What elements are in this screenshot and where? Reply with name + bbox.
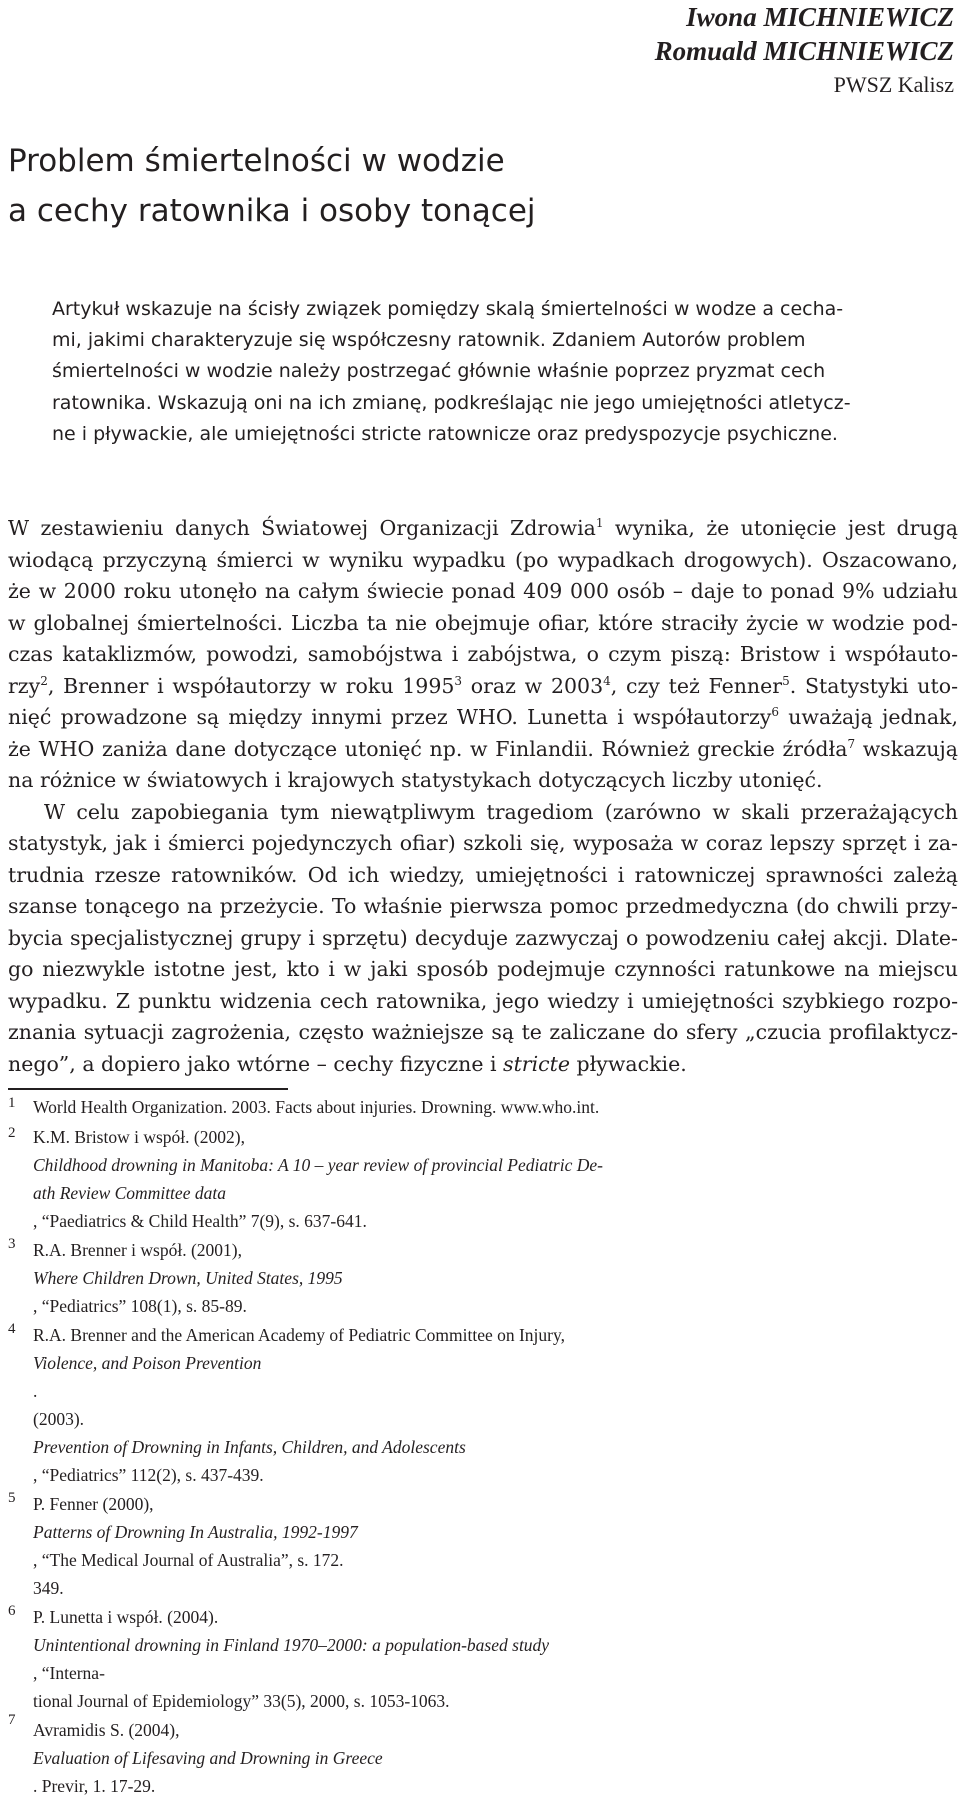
title-line: a cechy ratownika i osoby tonącej (8, 193, 536, 229)
body-line: czas kataklizmów, powodzi, samobójstwa i zabójstwa, o czym piszą: Bristow i współauto- (8, 642, 958, 666)
footnote-divider (8, 1088, 288, 1090)
body-line: go niezwykle istotne jest, kto i w jaki sposób podejmuje czynności ratunkowe na miejscu (8, 957, 958, 981)
footnote-number: 5 (8, 1490, 16, 1506)
body-line: statystyk, jak i śmierci pojedynczych ofiar) szkoli się, wyposaża w coraz lepszy sprzęt i za- (8, 831, 958, 855)
article-title (8, 136, 908, 236)
body-line: trudnia rzesze ratowników. Od ich wiedzy, umiejętności i ratowniczej sprawności zależą (8, 862, 958, 887)
author-block (655, 0, 954, 100)
footnotes (0, 1093, 960, 1796)
footnote-number: 6 (8, 1603, 16, 1619)
abstract-line: śmiertelności w wodzie należy postrzegać głównie właśnie poprzez pryzmat cech (52, 360, 826, 383)
body-text (8, 513, 958, 1080)
body-line: znania sytuacji zagrożenia, często ważniejsze są te zaliczane do sfery „czucia profilaktycz- (8, 1020, 958, 1044)
footnote-ref: 6 (771, 705, 780, 720)
body-line: że WHO zaniża dane dotyczące utonięć np. w Finlandii. Również greckie źródła$^7$ wskazują (8, 736, 959, 761)
body-line: nego”, a dopiero jako wtórne – cechy fizyczne i stricte pływackie. (8, 1051, 687, 1076)
footnote: 1 World Health Organization. 2003. Facts about injuries. Drowning. www.who.int. (8, 1095, 600, 1117)
footnote-ref: 2 (40, 673, 48, 688)
footnote-ref: 1 (595, 516, 604, 531)
footnote: 3 R.A. Brenner i współ. (2001), Where Children Drown, United States, 1995 , “Pediatrics” 108(1), s. 85-89. (8, 1236, 343, 1316)
abstract-line: ne i pływackie, ale umiejętności stricte ratownicze oraz predyspozycje psychiczne. (52, 422, 838, 445)
footnote-number: 4 (8, 1321, 16, 1337)
footnote: 6 P. Lunetta i współ. (2004). Unintentional drowning in Finland 1970–2000: a population-based study , “Interna- tional Journal of Epidemiology” 33(5), 2000, s. 1053-1063. (8, 1603, 550, 1711)
body-line: wiodącą przyczyną śmierci w wyniku wypadku (po wypadkach drogowych). Oszacowano, (8, 547, 958, 572)
footnote: 7 Avramidis S. (2004), Evaluation of Lifesaving and Drowning in Greece . Previr, 1. 17-29. (8, 1712, 383, 1796)
abstract-line: mi, jakimi charakteryzuje się współczesny ratownik. Zdaniem Autorów problem (52, 329, 806, 352)
body-line: w globalnej śmiertelności. Liczba ta nie obejmuje ofiar, które straciły życie w wodzie pod- (8, 610, 958, 635)
footnote-number: 3 (8, 1236, 16, 1252)
body-line: bycia specjalistycznej grupy i sprzętu) decyduje zazwyczaj o powodzeniu całej akcji. Dlate- (8, 925, 958, 950)
footnote: 2 K.M. Bristow i współ. (2002), Childhood drowning in Manitoba: A 10 – year review of provincial Pediatric De- ath Review Committee data , “Paediatrics & Child Health” 7(9), s. 637-641. (8, 1125, 603, 1231)
body-line: W zestawieniu danych Światowej Organizacji Zdrowia$^1$ wynika, że utonięcie jest drugą (8, 516, 958, 540)
footnote-number: 1 (8, 1095, 16, 1111)
abstract-line: ratownika. Wskazują oni na ich zmianę, podkreślając nie jego umiejętności atletycz- (52, 391, 851, 414)
footnote-ref: 3 (454, 673, 463, 688)
footnote-ref: 4 (603, 673, 611, 688)
title-line: Problem śmiertelności w wodzie (8, 143, 505, 179)
author-name: Iwona MICHNIEWICZ (686, 2, 954, 32)
abstract (52, 294, 914, 450)
body-line: na różnice w światowych i krajowych statystykach dotyczących liczby utonięć. (8, 768, 823, 792)
footnote: 5 P. Fenner (2000), Patterns of Drowning In Australia, 1992-1997 , “The Medical Journal of Australia”, s. 172. 349. (8, 1490, 358, 1598)
abstract-line: Artykuł wskazuje na ścisły związek pomiędzy skalą śmiertelności w wodze a cecha- (52, 298, 844, 320)
footnote: 4 R.A. Brenner and the American Academy of Pediatric Committee on Injury, Violence, and Poison Prevention . (2003). Prevention of Drowning in Infants, Children, and Adolescents , “Pediatrics” 112(2), s. 437-439. (8, 1321, 565, 1485)
body-line: W celu zapobiegania tym niewątpliwym tragediom (zarówno w skali przerażających (44, 799, 958, 824)
body-line: szanse tonącego na przeżycie. To właśnie pierwsza pomoc przedmedyczna (do chwili przy- (8, 894, 958, 918)
footnote-ref: 7 (847, 736, 856, 751)
footnote-ref: 5 (782, 673, 790, 688)
author-name: Romuald MICHNIEWICZ (654, 36, 954, 66)
body-line: nięć prowadzone są między innymi przez WHO. Lunetta i współautorzy$^6$ uważają jednak, (8, 705, 958, 729)
body-line: rzy$^2$, Brenner i współautorzy w roku 1995$^3$ oraz w 2003$^4$, czy też Fenner$^5$. Statystyki uto- (8, 673, 959, 698)
affiliation: PWSZ Kalisz (833, 72, 954, 97)
body-line: że w 2000 roku utonęło na całym świecie ponad 409 000 osób – daje to ponad 9% udziału (8, 579, 958, 603)
footnote-number: 7 (8, 1712, 16, 1728)
footnote-number: 2 (8, 1125, 16, 1141)
body-line: wypadku. Z punktu widzenia cech ratownika, jego wiedzy i umiejętności szybkiego rozpo- (8, 988, 958, 1013)
